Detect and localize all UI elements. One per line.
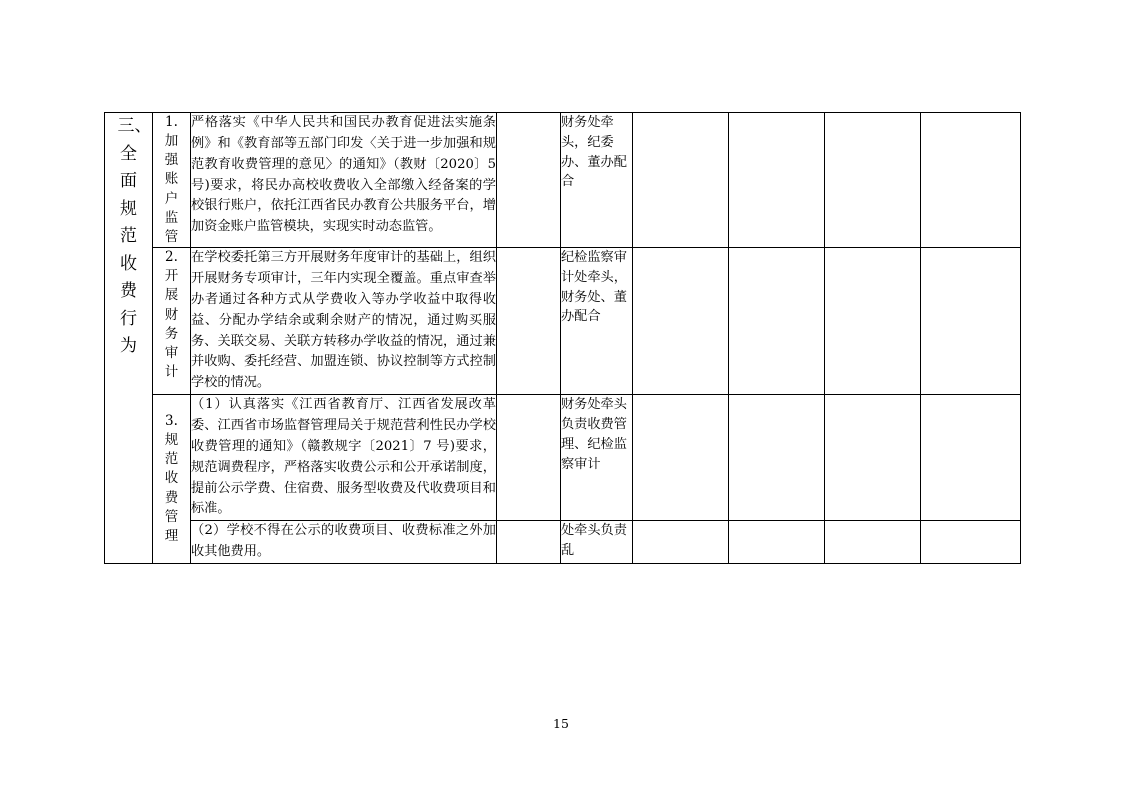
row-blank-4 [825, 248, 921, 395]
row-blank-5 [921, 113, 1021, 248]
row-number-cell [153, 248, 191, 395]
row-number: 1. [165, 114, 178, 130]
row-content-cell [191, 248, 497, 395]
row-item-label: 加强账户监管 [164, 133, 179, 245]
row-blank-3 [729, 395, 825, 521]
row-number: 2. [165, 249, 178, 266]
row-org-cell: 财务处牵头，纪委办、董办配合 [561, 113, 633, 248]
group-label-cell [105, 113, 153, 564]
row-blank-4 [825, 113, 921, 248]
row-blank-3 [729, 113, 825, 248]
row-content-cell [191, 395, 497, 521]
row-number-cell [153, 113, 191, 248]
row-blank-2 [633, 248, 729, 395]
row-blank-5 [921, 248, 1021, 395]
table-row [105, 521, 1021, 564]
page-number: 15 [553, 716, 569, 731]
row-blank-1 [497, 521, 561, 564]
row-blank-3 [729, 521, 825, 564]
row-blank-2 [633, 521, 729, 564]
row-blank-2 [633, 113, 729, 248]
row-org-cell: 纪检监察审计处牵头，财务处、董办配合 [561, 248, 633, 395]
row-blank-1 [497, 248, 561, 395]
row-content: 在学校委托第三方开展财务年度审计的基础上，组织开展财务专项审计，三年内实现全覆盖。重点审查举办者通过各种方式从学费收入等办学收益中取得收益、分配办学结余或剩余财产的情况，通过购买服务、关联交易、关联方转移办学收益的情况，通过兼并收购、委托经营、加盟连锁、协议控制等方式控制学校的情况。 [191, 250, 496, 391]
table-row [105, 248, 1021, 395]
row-blank-1 [497, 113, 561, 248]
row-org-cell: 财务处牵头负责收费管理、纪检监察审计 [561, 395, 633, 521]
row-blank-5 [921, 395, 1021, 521]
row-org-cell: 处牵头负责乱 [561, 521, 633, 564]
row-item-label: 规范收费管理 [164, 432, 179, 544]
row-blank-4 [825, 521, 921, 564]
row-content: 严格落实《中华人民共和国民办教育促进法实施条例》和《教育部等五部门印发〈关于进一步加强和规范教育收费管理的意见〉的通知》（教财〔2020〕5 号)要求，将民办高校收费收入全部缴入经备案的学校银行账户，依托江西省民办教育公共服务平台，增加资金账户监管模块，实现实时动态监管。 [191, 115, 496, 235]
row-blank-5 [921, 521, 1021, 564]
row-content: （2）学校不得在公示的收费项目、收费标准之外加收其他费用。 [191, 523, 496, 560]
row-number: 3. [165, 413, 178, 429]
row-blank-3 [729, 248, 825, 395]
row-item-label: 开展财务审计 [164, 268, 179, 381]
row-blank-4 [825, 395, 921, 521]
table-row [105, 113, 1021, 248]
row-blank-1 [497, 395, 561, 521]
row-number-cell [153, 395, 191, 564]
row-content: （1）认真落实《江西省教育厅、江西省发展改革委、江西省市场监督管理局关于规范营利性民办学校收费管理的通知》（赣教规字〔2021〕7 号)要求，规范调费程序，严格落实收费公示和公开承诺制度，提前公示学费、住宿费、服务型收费及代收费项目和标准。 [191, 397, 496, 517]
row-content-cell [191, 521, 497, 564]
row-content-cell [191, 113, 497, 248]
row-blank-2 [633, 395, 729, 521]
group-label-text: 三、全面规范收费行为 [117, 116, 152, 357]
policy-measures-table [104, 112, 1021, 564]
table-row [105, 395, 1021, 521]
